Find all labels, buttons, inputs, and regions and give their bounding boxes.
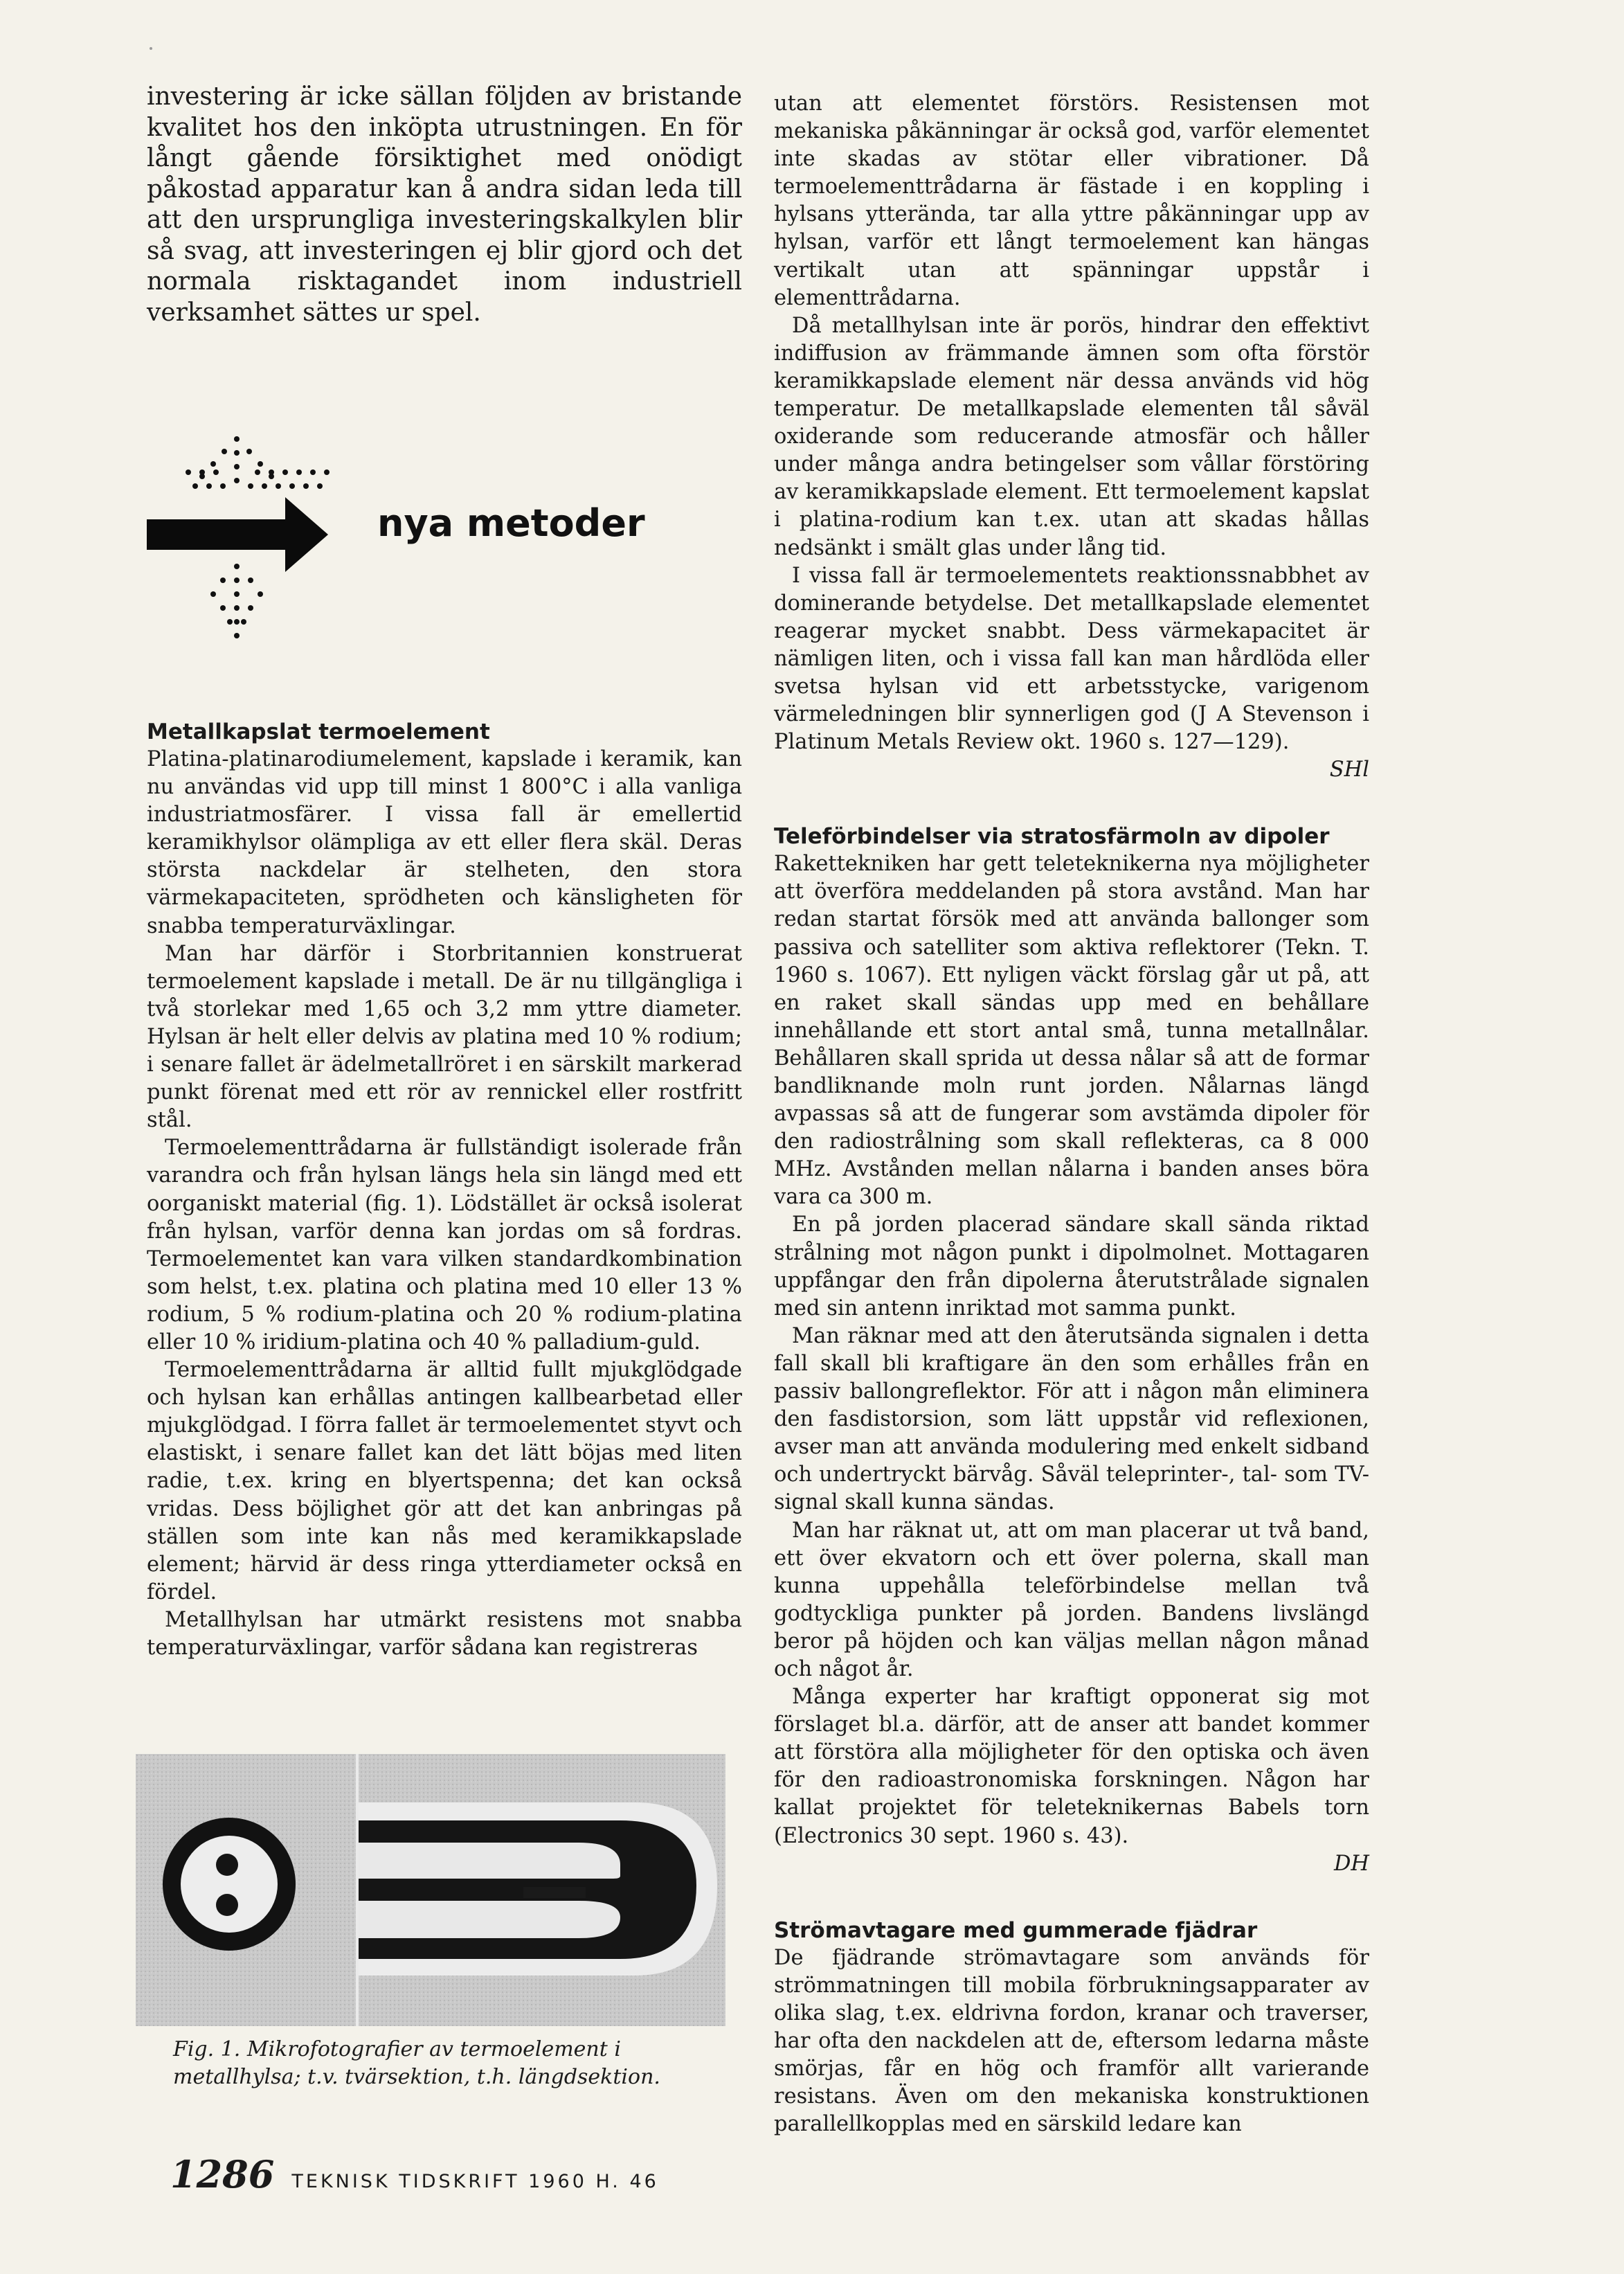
article-heading: Metallkapslat termoelement: [147, 719, 490, 744]
paragraph: Då metallhylsan inte är porös, hindrar den effektivt indiffusion av främmande ämnen som ofta förstör keramikkapslade element när dessa används vid hög temperatur. De metallkapslade elementen tål såväl oxiderande som reducerande atmosfär och håller under många andra betingelser som vållar förstöring av keramikkapslade element. Ett termoelement kapslat i platina-rodium kan t.ex. utan att skadas hållas nedsänkt i smält glas under lång tid.: [774, 313, 1369, 560]
paragraph: I vissa fall är termoelementets reaktionssnabbhet av dominerande betydelse. Det metallkapslade elementet reagerar mycket snabbt. Dess värmekapacitet är nämligen liten, och i vissa fall kan man hårdlöda eller svetsa hylsan vid ett arbetsstycke, varigenom värmeledningen blir synnerligen god (J A Stevenson i Platinum Metals Review okt. 1960 s. 127—129).: [774, 563, 1369, 755]
author-signature: SHl: [1329, 758, 1369, 782]
article-heading: Strömavtagare med gummerade fjädrar: [774, 1917, 1258, 1943]
page-number: 1286: [170, 2152, 275, 2196]
paragraph: Många experter har kraftigt opponerat sig mot förslaget bl.a. därför, att de anser att bandet kommer att förstöra alla möjligheter för den optiska och även för den radioastronomiska forskningen. Någon har kallat projektet för teleteknikernas Babels torn (Electronics 30 sept. 1960 s. 43).: [774, 1685, 1369, 1848]
page-footer: [170, 2152, 659, 2196]
paragraph: Rakettekniken har gett teleteknikerna nya möjligheter att överföra meddelanden på stora avstånd. Man har redan startat försök med att använda ballonger som passiva och satelliter som aktiva reflektorer (Tekn. T. 1960 s. 1067). Ett nyligen väckt förslag går ut på, att en raket skall sändas upp med en behållare innehållande ett stort antal små, tunna metallnålar. Behållaren skall sprida ut dessa nålar så att de formar bandliknande moln runt jorden. Nålarnas längd avpassas så att de fungerar som avstämda dipoler för den radiostrålning som skall reflekteras, ca 8 000 MHz. Avstånden mellan nålarna i banden anses böra vara ca 300 m.: [774, 852, 1369, 1210]
paragraph: Man räknar med att den återutsända signalen i detta fall skall bli kraftigare än den som erhålles från en passiv ballongreflektor. För att i någon mån eliminera den fasdistorsion, som lätt uppstår vid reflexionen, avser man att använda modulering med enkelt sidband och undertryckt bärvåg. Såväl teleprinter-, tal- som TV-signal skall kunna sändas.: [774, 1323, 1369, 1515]
right-column: [774, 90, 1369, 2138]
paragraph: utan att elementet förstörs. Resistensen mot mekaniska påkänningar är också god, varför elementet inte skadas av stötar eller vibrationer. Då termoelementtrådarna är fästade i en koppling i hylsans ytterända, tar alla yttre påkänningar upp av hylsan, varför ett långt termoelement kan hängas vertikalt utan att spänningar uppstår i elementtrådarna.: [774, 91, 1369, 310]
page-mark: [150, 47, 152, 50]
paragraph: De fjädrande strömavtagare som används för strömmatningen till mobila förbrukningsapparater av olika slag, t.ex. eldrivna fordon, kranar och traverser, har ofta den nackdelen att de, eftersom ledarna måste smörjas, får en hög och framför allt varierande resistans. Även om den mekaniska konstruktionen parallellkopplas med en särskild ledare kan: [774, 1945, 1369, 2137]
author-signature: DH: [1333, 1851, 1369, 1876]
micrograph-figure: [136, 1754, 725, 2026]
article-metallkapslat: [147, 718, 742, 1662]
article-heading: Teleförbindelser via stratosfärmoln av dipoler: [774, 824, 1330, 850]
publication-name: TEKNISK TIDSKRIFT 1960 H. 46: [291, 2171, 659, 2192]
paragraph: Termoelementtrådarna är fullständigt isolerade från varandra och från hylsan längs hela sin längd med ett oorganiskt material (fig. 1). Lödstället är också isolerat från hylsan, varför denna kan jordas om så fordras. Termoelementet kan vara vilken standardkombination som helst, t.ex. platina och platina med 10 eller 13 % rodium, 5 % rodium-platina och 20 % rodium-platina eller 10 % iridium-platina och 40 % palladium-guld.: [147, 1136, 742, 1354]
paragraph: Termoelementtrådarna är alltid fullt mjukglödgade och hylsan kan erhållas antingen kallbearbetad eller mjukglödgad. I förra fallet är termoelementet styvt och elastiskt, i senare fallet kan det lätt böjas med liten radie, t.ex. kring en blyertspenna; det kan också vridas. Dess böjlighet gör att det kan anbringas på ställen som inte kan nås med keramikkapslade element; härvid är dess ringa ytterdiameter också en fördel.: [147, 1358, 742, 1604]
arrow-right-icon: [147, 497, 328, 572]
logo-title: nya metoder: [377, 501, 645, 545]
cross-section: [163, 1818, 296, 1951]
paragraph: En på jorden placerad sändare skall sända riktad strålning mot någon punkt i dipolmolnet. Mottagaren uppfångar den från dipolerna återutstrålade signalen med sin antenn inriktad mot samma punkt.: [774, 1212, 1369, 1320]
longitudinal-section: [359, 1802, 717, 1976]
paragraph: Platina-platinarodiumelement, kapslade i keramik, kan nu användas vid upp till minst 1 800°C i alla vanliga industriatmosfärer. I vissa fall är emellertid keramikhylsor olämpliga av ett eller flera skäl. Deras största nackdelar är stelheten, den stora värmekapaciteten, sprödheten och känsligheten för snabba temperaturväxlingar.: [147, 747, 742, 938]
left-column-intro: [147, 82, 742, 328]
paragraph: Man har räknat ut, att om man placerar ut två band, ett över ekvatorn och ett över polerna, skall man kunna uppehålla teleförbindelse mellan två godtyckliga punkter på jorden. Bandens livslängd beror på höjden och kan väljas mellan någon månad och något år.: [774, 1518, 1369, 1681]
paragraph: Metallhylsan har utmärkt resistens mot snabba temperaturväxlingar, varför sådana kan registreras: [147, 1607, 742, 1660]
paragraph: Man har därför i Storbritannien konstruerat termoelement kapslade i metall. De är nu tillgängliga i två storlekar med 1,65 och 3,2 mm yttre diameter. Hylsan är helt eller delvis av platina med 10 % rodium; i senare fallet är ädelmetallröret i en särskilt markerad punkt förenat med ett rör av rennickel eller rostfritt stål.: [147, 941, 742, 1133]
intro-paragraph: investering är icke sällan följden av bristande kvalitet hos den inköpta utrustningen. En för långt gående försiktighet med onödigt påkostad apparatur kan å andra sidan leda till att den ursprungliga investeringskalkylen blir så svag, att investeringen ej blir gjord och det normala risktagandet inom industriell verksamhet sättes ur spel.: [147, 82, 742, 327]
micrograph-image: [136, 1754, 725, 2026]
figure-caption: Fig. 1. Mikrofotografier av termoelement i metallhylsa; t.v. tvärsektion, t.h. längdsektion.: [173, 2037, 660, 2089]
